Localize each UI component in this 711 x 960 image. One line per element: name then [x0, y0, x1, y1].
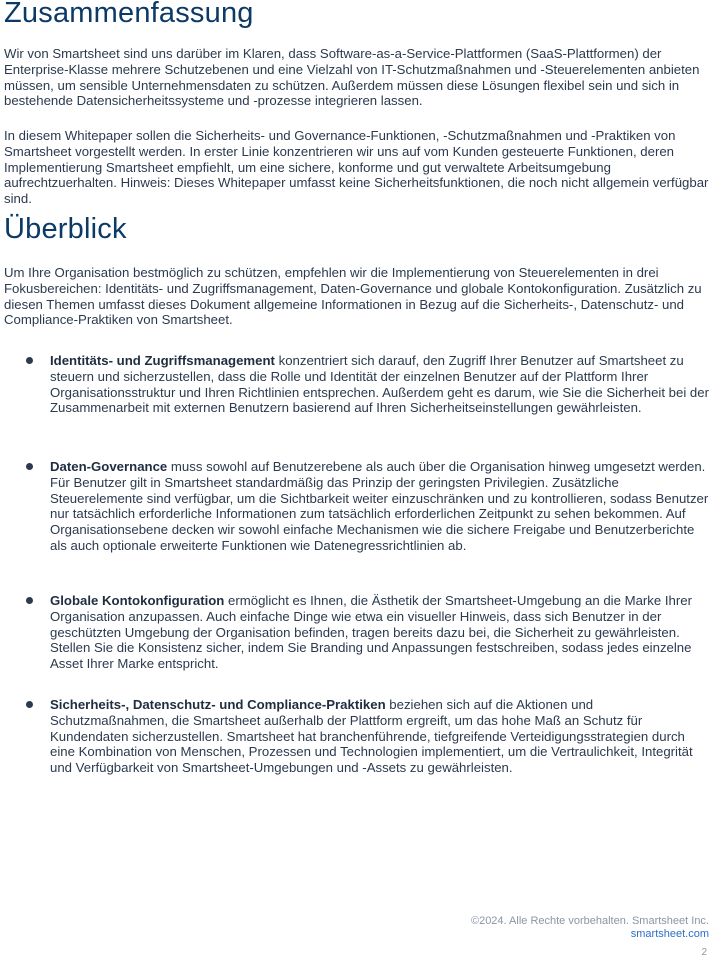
bullet-text: konzentriert sich darauf, den Zugriff Ihrer Benutzer auf Smartsheet zu steuern und sicherzustellen, dass die Rolle und Identität der einzelnen Benutzer auf der Plattform Ihrer Organisationsstruktur und Ihren Richtlinien entsprechen. Außerdem geht es darum, wie Sie die Sicherheit bei der Zusammenarbeit mit externen Benutzern basierend auf Ihren Sicherheitseinstellungen gewährleisten. — [50, 353, 709, 416]
bullet-item-global-account-config — [50, 593, 710, 672]
page-number: 2 — [701, 947, 707, 958]
bullet-text: ermöglicht es Ihnen, die Ästhetik der Smartsheet-Umgebung an die Marke Ihrer Organisation anzupassen. Auch einfache Dinge wie etwa ein visueller Hinweis, dass sich Benutzer in der geschützten Umgebung der Organisation befinden, tragen bereits dazu bei, die Sicherheit zu gewährleisten. Stellen Sie die Konsistenz sicher, indem Sie Branding und Anpassungen festschreiben, sodass jedes einzelne Asset Ihrer Marke entspricht. — [50, 593, 693, 672]
overview-intro-paragraph: Um Ihre Organisation bestmöglich zu schützen, empfehlen wir die Implementierung von Steuerelementen in drei Fokusbereichen: Identitäts- und Zugriffsmanagement, Daten-Governance und globale Kontokonfiguration. Zusätzlich zu diesen Themen umfasst dieses Dokument allgemeine Informationen in Bezug auf die Sicherheits-, Datenschutz- und Compliance-Praktiken von Smartsheet. — [4, 265, 702, 328]
bullet-item-data-governance — [50, 459, 710, 554]
bullet-text: muss sowohl auf Benutzerebene als auch über die Organisation hinweg umgesetzt werden. Für Benutzer gilt in Smartsheet standardmäßig das Prinzip der geringsten Privilegien. Zusätzliche Steuerelemente sind verfügbar, um die Sichtbarkeit weiter einzuschränken und zu kontrollieren, sodass Benutzer nur tatsächlich erforderliche Informationen zum tatsächlich erforderlichen Zeitpunkt zu sehen bekommen. Auf Organisationsebene decken wir sowohl einfache Mechanismen wie die sichere Freigabe und Benutzerberichte als auch optionale erweiterte Funktionen wie Datenegressrichtlinien ab. — [50, 459, 709, 553]
page-footer — [471, 915, 709, 941]
heading-ueberblick: Überblick — [4, 213, 127, 245]
summary-paragraph-2: In diesem Whitepaper sollen die Sicherheits- und Governance-Funktionen, -Schutzmaßnahmen und -Praktiken von Smartsheet vorgestellt werden. In erster Linie konzentrieren wir uns auf vom Kunden gesteuerte Funktionen, deren Implementierung Smartsheet empfiehlt, um eine sichere, konforme und gut verwaltete Arbeitsumgebung aufrechtzuerhalten. Hinweis: Dieses Whitepaper umfasst keine Sicherheitsfunktionen, die noch nicht allgemein verfügbar sind. — [4, 128, 709, 207]
bullet-term: Identitäts- und Zugriffsmanagement — [50, 353, 275, 368]
bullet-dot-icon — [26, 597, 33, 604]
bullet-dot-icon — [26, 701, 33, 708]
footer-website-link[interactable]: smartsheet.com — [630, 928, 709, 940]
bullet-text: beziehen sich auf die Aktionen und Schutzmaßnahmen, die Smartsheet außerhalb der Plattform ergreift, um das hohe Maß an Schutz für Kundendaten sicherzustellen. Smartsheet hat branchenführende, tiefgreifende Verteidigungsstrategien durch eine Kombination von Menschen, Prozessen und Technologien implementiert, um die Vertraulichkeit, Integrität und Verfügbarkeit von Smartsheet-Umgebungen und -Assets zu gewährleisten. — [50, 697, 693, 776]
heading-zusammenfassung: Zusammenfassung — [4, 0, 254, 29]
bullet-dot-icon — [26, 357, 33, 364]
bullet-term: Globale Kontokonfiguration — [50, 593, 225, 608]
bullet-term: Daten-Governance — [50, 459, 168, 474]
bullet-item-identity-access — [50, 353, 710, 416]
bullet-dot-icon — [26, 463, 33, 470]
footer-copyright: ©2024. Alle Rechte vorbehalten. Smartsheet Inc. — [470, 915, 709, 927]
bullet-item-security-privacy-compliance — [50, 697, 710, 776]
summary-paragraph-1: Wir von Smartsheet sind uns darüber im Klaren, dass Software-as-a-Service-Plattformen (SaaS-Plattformen) der Enterprise-Klasse mehrere Schutzebenen und eine Vielzahl von IT-Schutzmaßnahmen und -Steuerelementen anbieten müssen, um sensible Unternehmensdaten zu schützen. Außerdem müssen diese Lösungen flexibel sein und sich in bestehende Datensicherheitssysteme und -prozesse integrieren lassen. — [4, 46, 700, 109]
bullet-term: Sicherheits-, Datenschutz- und Compliance-Praktiken — [50, 697, 386, 712]
